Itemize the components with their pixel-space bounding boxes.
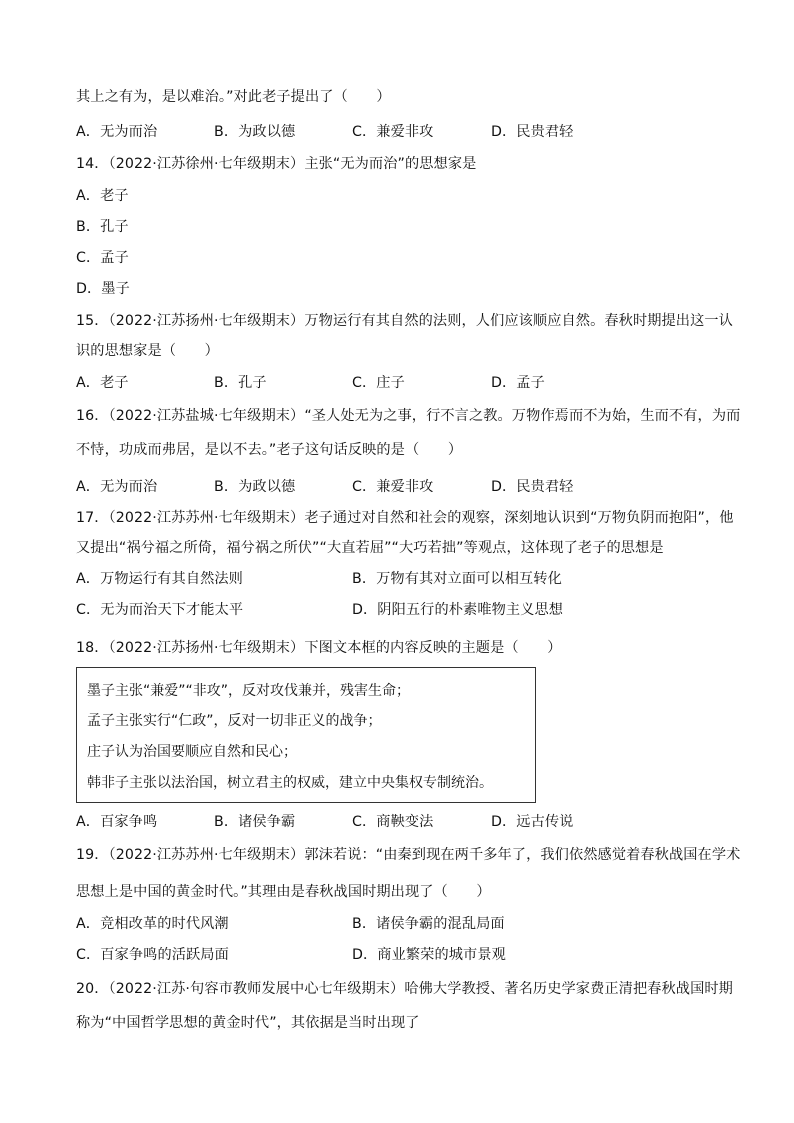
q19-option-b[interactable]: B．诸侯争霸的混乱局面 (352, 916, 505, 932)
q18-box-line4: 韩非子主张以法治国，树立君主的权威，建立中央集权专制统治。 (87, 775, 493, 791)
q14-option-d[interactable]: D．墨子 (76, 281, 130, 297)
q18-text-box (76, 667, 536, 803)
q14-option-a[interactable]: A．老子 (76, 188, 129, 204)
q17-option-b[interactable]: B．万物有其对立面可以相互转化 (352, 571, 562, 587)
q18-box-line2: 孟子主张实行“仁政”，反对一切非正义的战争； (87, 713, 382, 729)
q15-stem-line2: 识的思想家是（ ） (76, 343, 219, 359)
q15-option-b[interactable]: B．孔子 (214, 375, 267, 391)
q15-stem-line1: 15．（2022·江苏扬州·七年级期末）万物运行有其自然的法则，人们应该顺应自然。春秋时期提出这一认 (76, 313, 733, 329)
q16-option-b[interactable]: B．为政以德 (214, 479, 296, 495)
q18-option-c[interactable]: C．商鞅变法 (352, 814, 434, 830)
q16-stem-line1: 16．（2022·江苏盐城·七年级期末）“圣人处无为之事，行不言之教。万物作焉而不为始，生而不有，为而 (76, 408, 741, 424)
q16-stem-line2: 不恃，功成而弗居，是以不去。”老子这句话反映的是（ ） (76, 442, 463, 458)
q17-option-a[interactable]: A．万物运行有其自然法则 (76, 571, 243, 587)
q15-option-c[interactable]: C．庄子 (352, 375, 405, 391)
q19-stem-line2: 思想上是中国的黄金时代。”其理由是春秋战国时期出现了（ ） (76, 884, 491, 900)
q13-option-d[interactable]: D．民贵君轻 (491, 124, 574, 140)
q13-option-b[interactable]: B．为政以德 (214, 124, 296, 140)
q13-stem-continuation: 其上之有为，是以难治。”对此老子提出了（ ） (76, 89, 391, 105)
q14-option-b[interactable]: B．孔子 (76, 219, 129, 235)
q17-stem-line1: 17．（2022·江苏苏州·七年级期末）老子通过对自然和社会的观察，深刻地认识到“万物负阴而抱阳”，他 (76, 510, 734, 526)
q19-option-d[interactable]: D．商业繁荣的城市景观 (352, 947, 506, 963)
q13-option-a[interactable]: A．无为而治 (76, 124, 158, 140)
q16-option-a[interactable]: A．无为而治 (76, 479, 158, 495)
q18-option-b[interactable]: B．诸侯争霸 (214, 814, 296, 830)
q17-option-c[interactable]: C．无为而治天下才能太平 (76, 602, 244, 618)
q18-option-a[interactable]: A．百家争鸣 (76, 814, 158, 830)
q19-stem-line1: 19．（2022·江苏苏州·七年级期末）郭沫若说：“由秦到现在两千多年了，我们依然感觉着春秋战国在学术 (76, 847, 741, 863)
q20-stem-line1: 20．（2022·江苏·句容市教师发展中心七年级期末）哈佛大学教授、著名历史学家费正清把春秋战国时期 (76, 981, 733, 997)
q13-option-c[interactable]: C．兼爱非攻 (352, 124, 434, 140)
q18-box-line1: 墨子主张“兼爱”“非攻”，反对攻伐兼并，残害生命； (87, 683, 411, 699)
q14-stem: 14．（2022·江苏徐州·七年级期末）主张“无为而治”的思想家是 (76, 156, 477, 172)
q18-stem: 18．（2022·江苏扬州·七年级期末）下图文本框的内容反映的主题是（ ） (76, 640, 562, 656)
q16-option-d[interactable]: D．民贵君轻 (491, 479, 574, 495)
q19-option-c[interactable]: C．百家争鸣的活跃局面 (76, 947, 229, 963)
q17-stem-line2: 又提出“祸兮福之所倚，福兮祸之所伏”“大直若屈”“大巧若拙”等观点，这体现了老子的思想是 (76, 540, 664, 556)
q17-option-d[interactable]: D．阴阳五行的朴素唯物主义思想 (352, 602, 564, 618)
q15-option-a[interactable]: A．老子 (76, 375, 129, 391)
q18-option-d[interactable]: D．远古传说 (491, 814, 574, 830)
q18-box-line3: 庄子认为治国要顺应自然和民心； (87, 744, 297, 760)
q16-option-c[interactable]: C．兼爱非攻 (352, 479, 434, 495)
q20-stem-line2: 称为“中国哲学思想的黄金时代”，其依据是当时出现了 (76, 1015, 420, 1031)
q15-option-d[interactable]: D．孟子 (491, 375, 545, 391)
q19-option-a[interactable]: A．竞相改革的时代风潮 (76, 916, 229, 932)
q14-option-c[interactable]: C．孟子 (76, 250, 129, 266)
